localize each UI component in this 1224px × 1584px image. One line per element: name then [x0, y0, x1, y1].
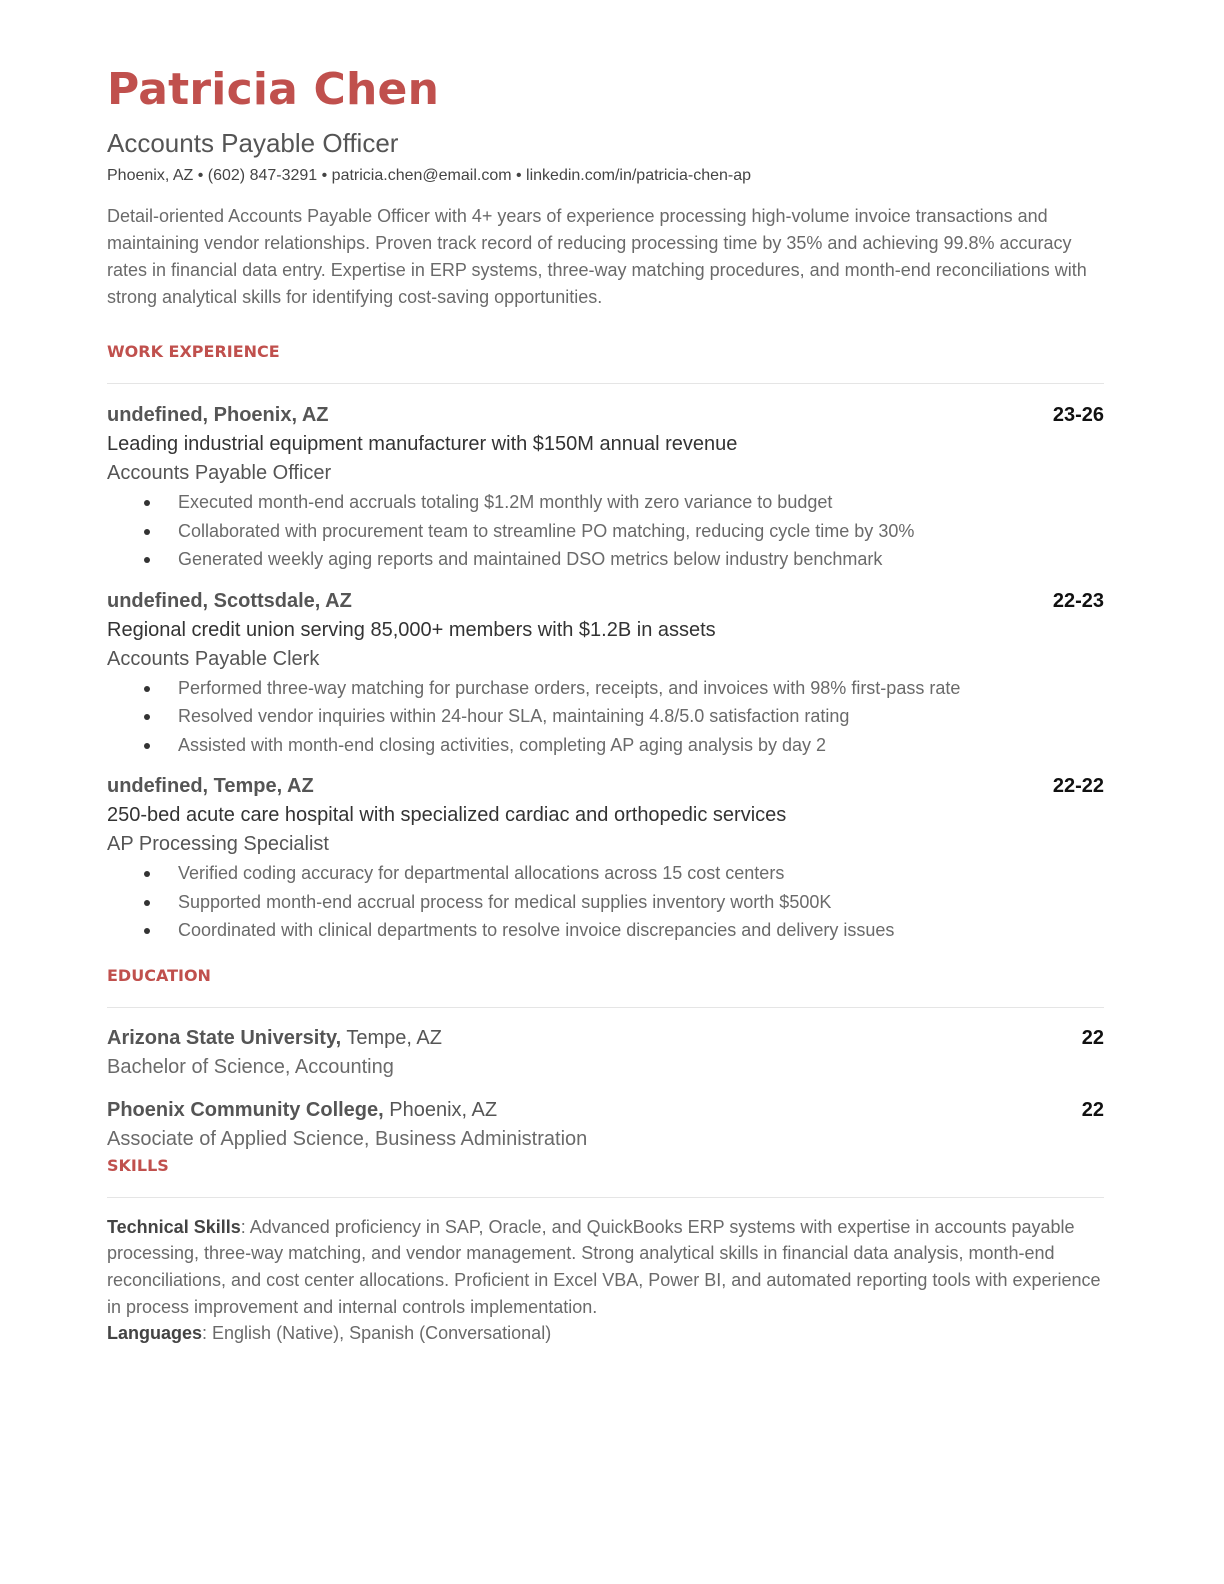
job-bullet: Supported month-end accrual process for medical supplies inventory worth $500K: [107, 888, 1104, 917]
education-school-line: [107, 1024, 442, 1053]
job-bullets: [107, 859, 1104, 945]
job-entry: [107, 772, 1104, 945]
job-role: AP Processing Specialist: [107, 833, 329, 855]
section-divider: [107, 383, 1104, 384]
section-divider: [107, 1197, 1104, 1198]
technical-skills-text: : Advanced proficiency in SAP, Oracle, and QuickBooks ERP systems with expertise in accounts payable processing, three-way matching, and vendor management. Strong analytical skills in financial data analysis, month-end reconciliations, and cost center allocations. Proficient in Excel VBA, Power BI, and automated reporting tools with experience in process improvement and internal controls implementation.: [107, 1216, 1101, 1317]
job-dates: 22-22: [1052, 775, 1104, 797]
job-dates: 23-26: [1052, 404, 1104, 426]
job-role: Accounts Payable Officer: [107, 462, 332, 484]
education-location: Tempe, AZ: [341, 1026, 442, 1049]
education-school: Arizona State University,: [107, 1026, 342, 1049]
section-divider: [107, 1007, 1104, 1008]
education-year: 22: [1081, 1026, 1104, 1049]
job-bullets: [107, 674, 1104, 760]
section-heading-education: EDUCATION: [107, 965, 211, 985]
job-company-description: 250-bed acute care hospital with specialized cardiac and orthopedic services: [107, 804, 787, 826]
education-entry: [107, 1024, 1104, 1082]
contact-line: Phoenix, AZ • (602) 847-3291 • patricia.chen@email.com • linkedin.com/in/patricia-chen-ap: [107, 167, 752, 184]
education-header-row: [107, 1096, 1104, 1125]
job-bullet: Verified coding accuracy for departmental allocations across 15 cost centers: [107, 859, 1104, 888]
job-entry: [107, 587, 1104, 760]
education-header-row: [107, 1024, 1104, 1053]
job-header-row: [107, 772, 1104, 801]
education-degree: Bachelor of Science, Accounting: [107, 1055, 394, 1078]
job-company: undefined, Phoenix, AZ: [107, 404, 329, 426]
job-header-row: [107, 401, 1104, 430]
job-bullet: Coordinated with clinical departments to resolve invoice discrepancies and delivery issues: [107, 916, 1104, 945]
section-heading-skills: SKILLS: [107, 1155, 169, 1175]
job-bullet: Executed month-end accruals totaling $1.2M monthly with zero variance to budget: [107, 488, 1104, 517]
job-bullet: Assisted with month-end closing activities, completing AP aging analysis by day 2: [107, 731, 1104, 760]
job-company: undefined, Tempe, AZ: [107, 775, 314, 797]
job-bullet: Resolved vendor inquiries within 24-hour SLA, maintaining 4.8/5.0 satisfaction rating: [107, 702, 1104, 731]
job-header-row: [107, 587, 1104, 616]
languages-text: : English (Native), Spanish (Conversational): [202, 1323, 552, 1344]
candidate-name: Patricia Chen: [107, 64, 440, 115]
education-location: Phoenix, AZ: [383, 1098, 498, 1121]
job-bullet: Performed three-way matching for purchase orders, receipts, and invoices with 98% first-pass rate: [107, 674, 1104, 703]
professional-summary: Detail-oriented Accounts Payable Officer with 4+ years of experience processing high-volume invoice transactions and maintaining vendor relationships. Proven track record of reducing processing time by 35% and achieving 99.8% accuracy rates in financial data entry. Expertise in ERP systems, three-way matching procedures, and month-end reconciliations with strong analytical skills for identifying cost-saving opportunities.: [107, 206, 1087, 307]
job-company: undefined, Scottsdale, AZ: [107, 589, 352, 612]
education-year: 22: [1081, 1098, 1104, 1121]
job-role: Accounts Payable Clerk: [107, 647, 320, 670]
education-school: Phoenix Community College,: [107, 1098, 384, 1121]
section-heading-work: WORK EXPERIENCE: [107, 342, 280, 361]
technical-skills: [107, 1214, 1104, 1321]
education-degree: Associate of Applied Science, Business Administration: [107, 1127, 588, 1150]
job-bullet: Collaborated with procurement team to streamline PO matching, reducing cycle time by 30%: [107, 517, 1104, 546]
resume-page: [107, 62, 1104, 1347]
job-company-description: Leading industrial equipment manufacturer with $150M annual revenue: [107, 433, 738, 455]
technical-skills-label: Technical Skills: [107, 1216, 241, 1237]
job-bullet: Generated weekly aging reports and maintained DSO metrics below industry benchmark: [107, 545, 1104, 574]
education-entry: [107, 1096, 1104, 1154]
job-dates: 22-23: [1052, 589, 1104, 612]
job-entry: [107, 401, 1104, 574]
education-school-line: [107, 1096, 497, 1125]
job-title: Accounts Payable Officer: [107, 128, 399, 158]
job-bullets: [107, 488, 1104, 574]
languages-label: Languages: [107, 1323, 203, 1344]
job-company-description: Regional credit union serving 85,000+ members with $1.2B in assets: [107, 618, 716, 641]
languages: [107, 1320, 1104, 1347]
